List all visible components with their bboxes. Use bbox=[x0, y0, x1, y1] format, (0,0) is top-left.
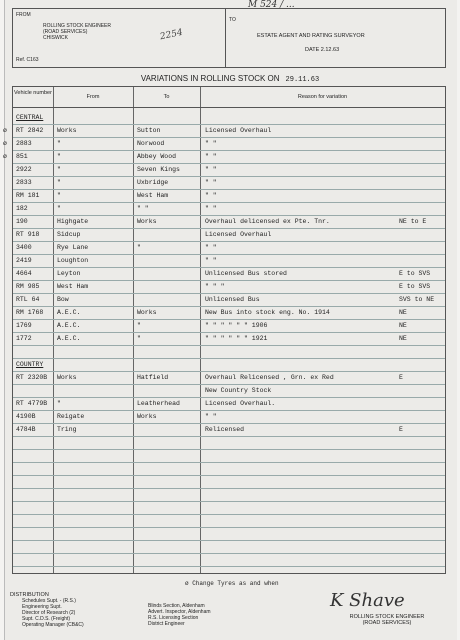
dist-item: Supt. C.D.S. (Freight) bbox=[22, 616, 71, 622]
table-row bbox=[13, 189, 445, 202]
cell-veh: 2883 bbox=[16, 140, 32, 147]
cell-veh: 2833 bbox=[16, 179, 32, 186]
cell-to: Abbey Wood bbox=[137, 153, 177, 160]
cell-veh: RM 985 bbox=[16, 283, 40, 290]
table-row bbox=[13, 319, 445, 332]
table-row bbox=[13, 371, 445, 384]
footnote: ø Change Tyres as and when bbox=[185, 580, 279, 587]
cell-extra: NE to E bbox=[399, 218, 427, 225]
cell-veh: RTL 64 bbox=[16, 296, 40, 303]
cell-to: Uxbridge bbox=[137, 179, 169, 186]
sig-title-line: ROLLING STOCK ENGINEER bbox=[349, 614, 425, 620]
cell-from: " bbox=[57, 400, 61, 407]
cell-veh: 190 bbox=[16, 218, 28, 225]
cell-reason: " " bbox=[205, 179, 217, 186]
section-heading: COUNTRY bbox=[16, 361, 44, 368]
cell-from: Works bbox=[57, 127, 77, 134]
cell-reason: Unlicensed Bus stored bbox=[205, 270, 287, 277]
cell-reason: New Bus into stock eng. No. 1914 bbox=[205, 309, 330, 316]
cell-reason: " " bbox=[205, 257, 217, 264]
cell-veh: 851 bbox=[16, 153, 28, 160]
cell-reason: Overhaul Relicensed , Grn. ex Red bbox=[205, 374, 334, 381]
dist-item: Advert. Inspector, Aldenham bbox=[148, 609, 211, 615]
cell-extra: E to SVS bbox=[399, 283, 431, 290]
cell-from: Rye Lane bbox=[57, 244, 89, 251]
cell-to: Seven Kings bbox=[137, 166, 180, 173]
variations-table bbox=[3, 86, 446, 574]
dist-item: Director of Research (2) bbox=[22, 610, 76, 616]
table-row bbox=[13, 384, 445, 397]
cell-from: Reigate bbox=[57, 413, 85, 420]
distribution-list bbox=[10, 592, 84, 628]
from-box bbox=[13, 9, 226, 67]
from-line-2: (ROAD SERVICES) bbox=[43, 29, 88, 35]
ruled-line bbox=[13, 501, 445, 502]
cell-reason: " " bbox=[205, 166, 217, 173]
signature: K Shave bbox=[330, 590, 405, 611]
cell-reason: " " bbox=[205, 205, 217, 212]
cell-extra: NE bbox=[399, 335, 407, 342]
table-row bbox=[3, 124, 445, 137]
dist-item: Blinds Section, Aldenham bbox=[148, 603, 205, 609]
table-row bbox=[3, 150, 445, 163]
col-header-from: From bbox=[86, 94, 100, 100]
table-row bbox=[13, 267, 445, 280]
cell-from: A.E.C. bbox=[57, 309, 81, 316]
from-label: FROM bbox=[16, 12, 31, 18]
table-row bbox=[13, 176, 445, 189]
ruled-line bbox=[13, 449, 445, 450]
table-row bbox=[13, 254, 445, 267]
cell-reason: Licensed Overhaul. bbox=[205, 400, 276, 407]
cell-from: " bbox=[57, 179, 61, 186]
cell-from: Highgate bbox=[57, 218, 89, 225]
to-address: ESTATE AGENT AND RATING SURVEYOR bbox=[257, 33, 365, 39]
table-row bbox=[13, 280, 445, 293]
ruled-line bbox=[13, 345, 445, 346]
cell-to: Leatherhead bbox=[137, 400, 180, 407]
table-row bbox=[13, 202, 445, 215]
cell-veh: 1772 bbox=[16, 335, 32, 342]
cell-from: A.E.C. bbox=[57, 335, 81, 342]
change-tyres-mark: ø bbox=[3, 127, 7, 134]
cell-from: " bbox=[57, 153, 61, 160]
ruled-line bbox=[13, 540, 445, 541]
table-row bbox=[3, 137, 445, 150]
cell-from: Tring bbox=[57, 426, 77, 433]
cell-veh: 2419 bbox=[16, 257, 32, 264]
handwritten-number: 2254 bbox=[159, 27, 184, 43]
cell-veh: 3400 bbox=[16, 244, 32, 251]
cell-extra: E to SVS bbox=[399, 270, 431, 277]
cell-veh: 182 bbox=[16, 205, 28, 212]
table-row bbox=[13, 423, 445, 436]
from-line-3: CHISWICK bbox=[43, 35, 68, 41]
cell-veh: RT 2842 bbox=[16, 127, 44, 134]
cell-veh: RM 1768 bbox=[16, 309, 44, 316]
cell-veh: 4664 bbox=[16, 270, 32, 277]
from-line-1: ROLLING STOCK ENGINEER bbox=[43, 23, 111, 29]
cell-veh: 1769 bbox=[16, 322, 32, 329]
sig-title-line: (ROAD SERVICES) bbox=[362, 620, 412, 626]
document-title bbox=[0, 74, 460, 84]
table-row bbox=[13, 293, 445, 306]
cell-reason: " " bbox=[205, 244, 217, 251]
cell-to: Works bbox=[137, 309, 157, 316]
cell-reason: " " bbox=[205, 192, 217, 199]
col-header-to: To bbox=[163, 94, 170, 100]
cell-extra: NE bbox=[399, 322, 407, 329]
cell-veh: 2922 bbox=[16, 166, 32, 173]
cell-reason: Relicensed bbox=[205, 426, 245, 433]
cell-from: Sidcup bbox=[57, 231, 81, 238]
cell-extra: NE bbox=[399, 309, 407, 316]
col-header-vehicle: Vehicle number bbox=[14, 90, 52, 96]
cell-to: Hatfield bbox=[137, 374, 169, 381]
distribution-title: DISTRIBUTION bbox=[10, 592, 49, 598]
cell-reason: Licensed Overhaul bbox=[205, 231, 272, 238]
cell-from: " bbox=[57, 166, 61, 173]
cell-from: Loughton bbox=[57, 257, 89, 264]
dist-item: District Engineer bbox=[148, 621, 185, 627]
cell-from: Works bbox=[57, 374, 77, 381]
table-row bbox=[13, 228, 445, 241]
cell-extra: SVS to NE bbox=[399, 296, 435, 303]
ruled-line bbox=[13, 514, 445, 515]
dist-item: R.S. Licensing Section bbox=[148, 615, 199, 621]
from-address bbox=[43, 23, 111, 41]
cell-reason: " " " " " " 1906 bbox=[205, 322, 268, 329]
ruled-line bbox=[13, 462, 445, 463]
table-row bbox=[13, 397, 445, 410]
cell-reason: " " bbox=[205, 140, 217, 147]
cell-from: " bbox=[57, 205, 61, 212]
change-tyres-mark: ø bbox=[3, 140, 7, 147]
ruled-line bbox=[13, 475, 445, 476]
table-row bbox=[13, 410, 445, 423]
table-row bbox=[13, 241, 445, 254]
cell-from: West Ham bbox=[57, 283, 89, 290]
cell-extra: E bbox=[399, 426, 403, 433]
distribution-list-right bbox=[148, 603, 211, 627]
cell-veh: RT 2320B bbox=[16, 374, 48, 381]
ruled-line bbox=[13, 488, 445, 489]
cell-reason: " " " " " " 1921 bbox=[205, 335, 268, 342]
cell-to: West Ham bbox=[137, 192, 169, 199]
ruled-line bbox=[13, 436, 445, 437]
cell-from: Leyton bbox=[57, 270, 81, 277]
cell-reason: " " bbox=[205, 413, 217, 420]
dist-item: Operating Manager (CB&C) bbox=[22, 622, 84, 628]
cell-veh: RT 4779B bbox=[16, 400, 48, 407]
cell-veh: RT 918 bbox=[16, 231, 40, 238]
ruled-line bbox=[13, 566, 445, 567]
to-label: TO bbox=[229, 17, 236, 23]
cell-to: Sutton bbox=[137, 127, 161, 134]
ruled-line bbox=[13, 527, 445, 528]
section-heading: CENTRAL bbox=[16, 114, 44, 121]
table-row bbox=[13, 215, 445, 228]
table-row bbox=[13, 306, 445, 319]
table-row bbox=[13, 163, 445, 176]
cell-to: " " bbox=[137, 205, 149, 212]
cell-reason: Licensed Overhaul bbox=[205, 127, 272, 134]
cell-to: Works bbox=[137, 413, 157, 420]
change-tyres-mark: ø bbox=[3, 153, 7, 160]
cell-reason: Unlicensed Bus bbox=[205, 296, 260, 303]
memo-header bbox=[12, 8, 446, 68]
cell-from: A.E.C. bbox=[57, 322, 81, 329]
cell-veh: 4784B bbox=[16, 426, 36, 433]
cell-veh: 4190B bbox=[16, 413, 36, 420]
reference: Ref. C163 bbox=[16, 57, 39, 63]
cell-reason: " " " bbox=[205, 283, 225, 290]
cell-veh: RM 181 bbox=[16, 192, 40, 199]
memo-date: DATE 2.12.63 bbox=[305, 47, 340, 53]
cell-to: " bbox=[137, 244, 141, 251]
cell-reason: " " bbox=[205, 153, 217, 160]
col-header-reason: Reason for variation bbox=[297, 94, 348, 100]
cell-to: Norwood bbox=[137, 140, 165, 147]
cell-to: Works bbox=[137, 218, 157, 225]
dist-item: Engineering Supt. bbox=[22, 604, 62, 610]
cell-from: " bbox=[57, 140, 61, 147]
cell-reason: Overhaul delicensed ex Pte. Tnr. bbox=[205, 218, 330, 225]
cell-to: " bbox=[137, 322, 141, 329]
cell-from: " bbox=[57, 192, 61, 199]
title-text: VARIATIONS IN ROLLING STOCK ON bbox=[140, 74, 280, 83]
ruled-line bbox=[13, 358, 445, 359]
dist-item: Schedules Supt. - (R.S.) bbox=[22, 598, 76, 604]
cell-to: " bbox=[137, 335, 141, 342]
cell-from: Bow bbox=[57, 296, 69, 303]
table-row bbox=[13, 332, 445, 345]
handwritten-note-top: M 524 / ... bbox=[248, 0, 295, 10]
cell-reason: New Country Stock bbox=[205, 387, 272, 394]
title-date: 29.11.63 bbox=[285, 76, 320, 84]
ruled-line bbox=[13, 553, 445, 554]
cell-extra: E bbox=[399, 374, 403, 381]
signature-title bbox=[332, 614, 442, 626]
